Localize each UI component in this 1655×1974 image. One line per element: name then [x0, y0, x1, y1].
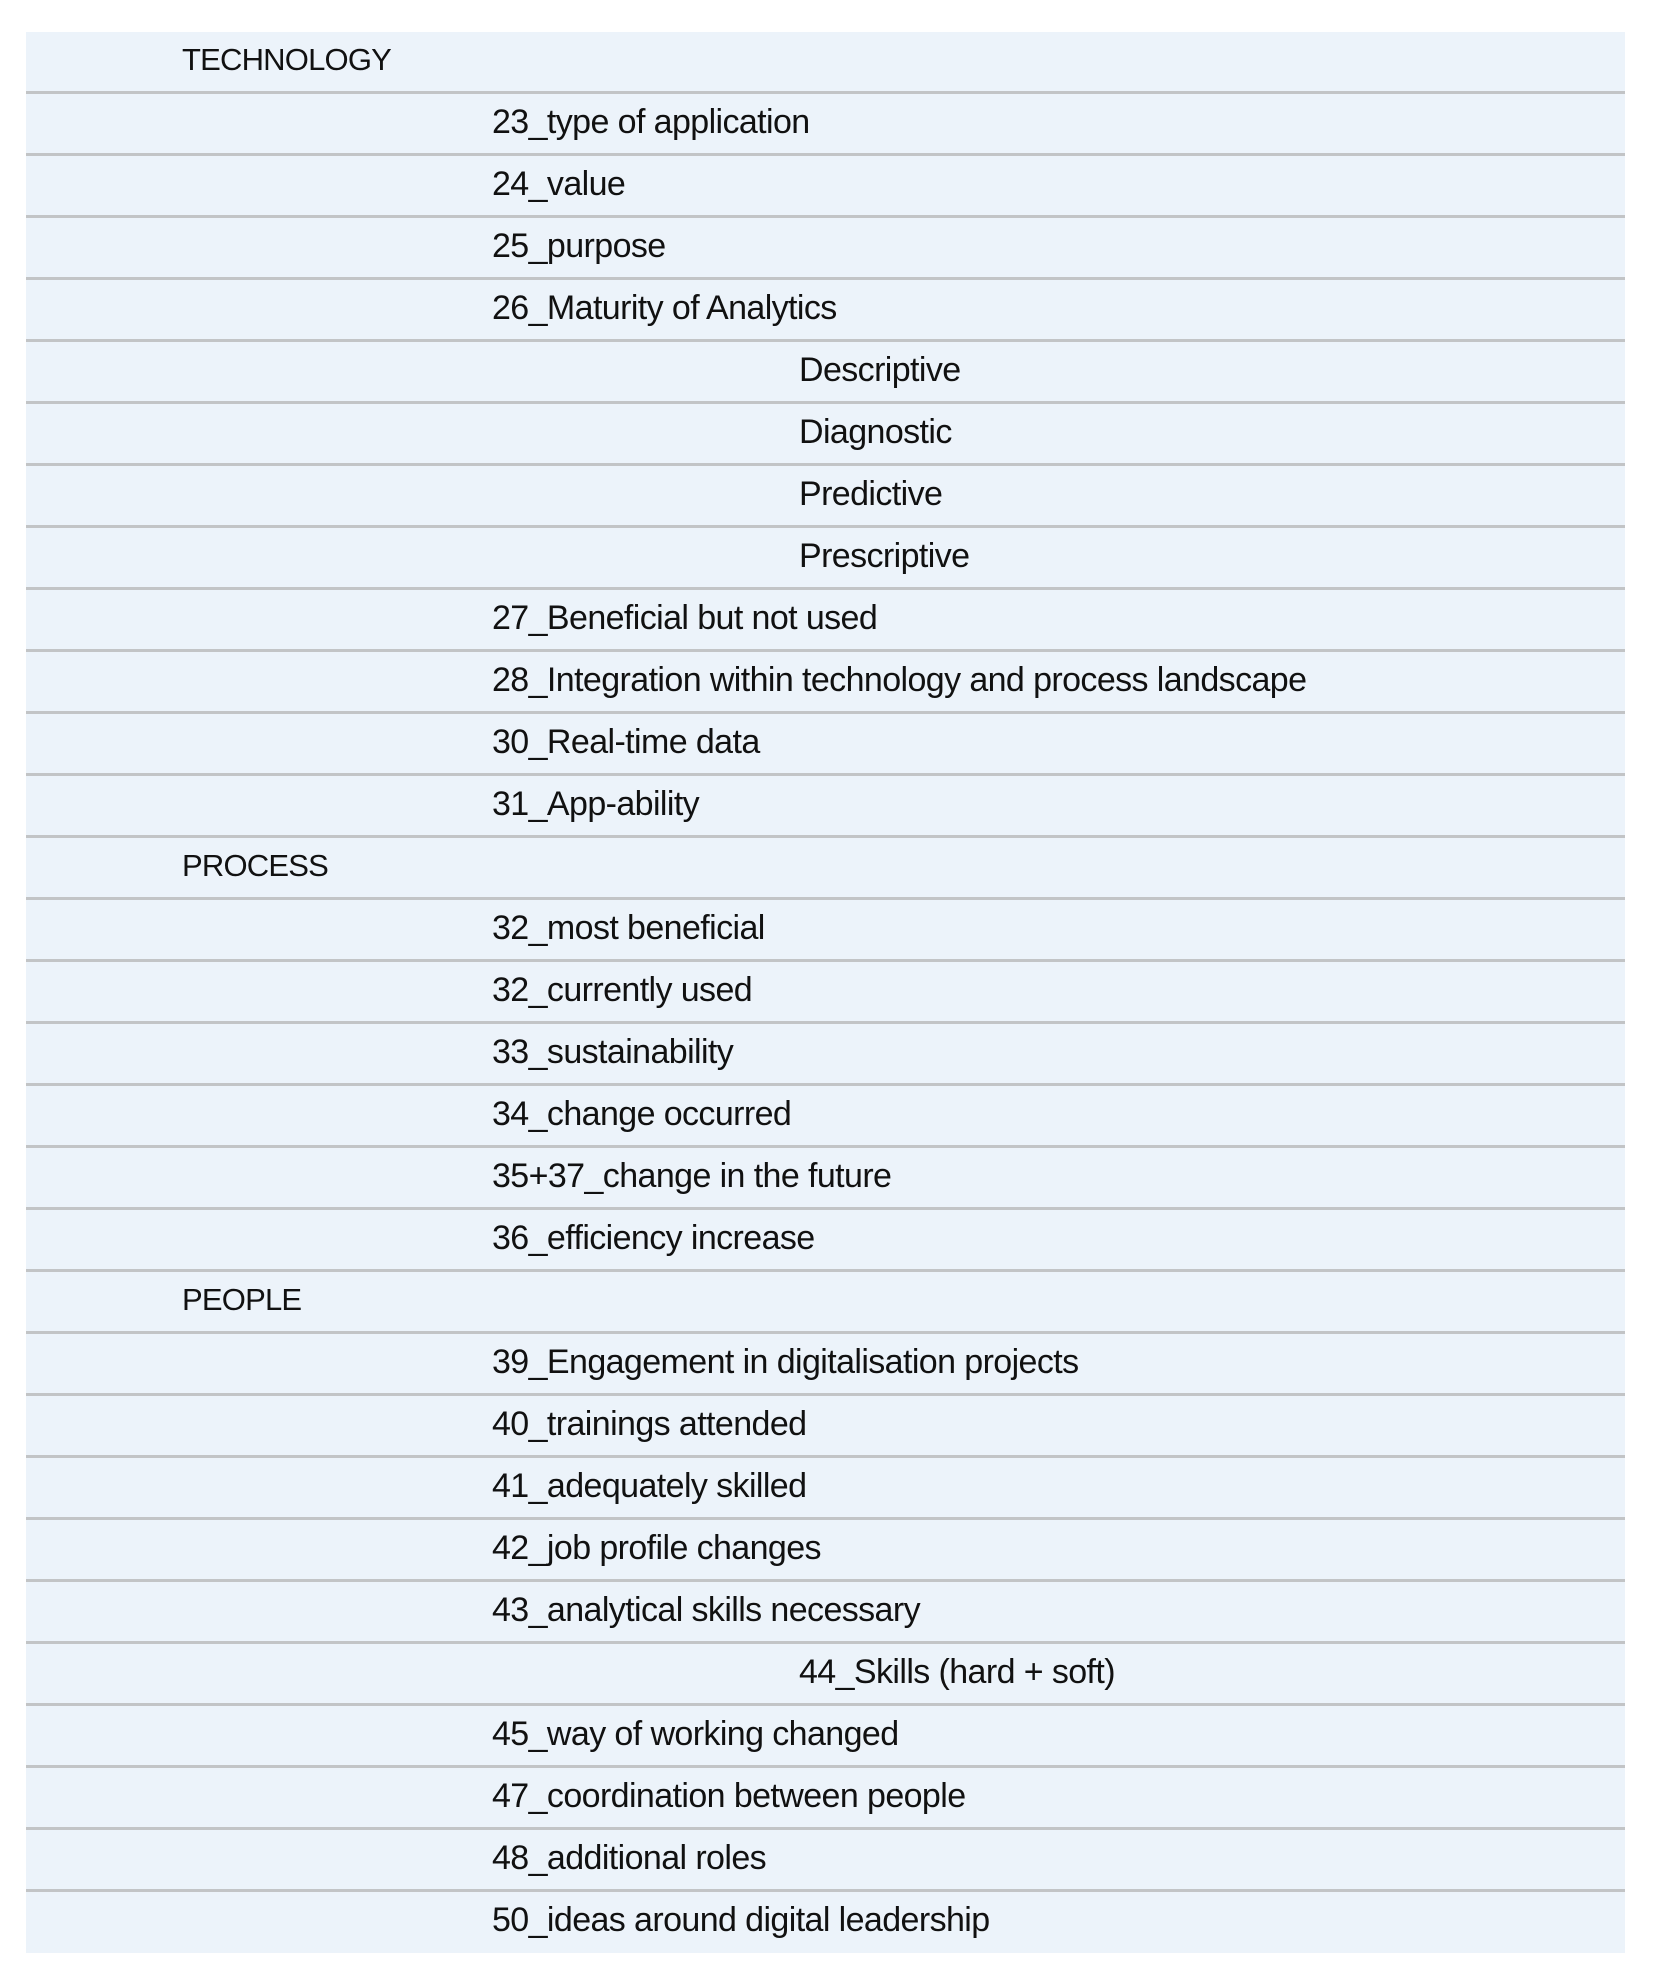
- code-label: 27_Beneficial but not used: [492, 599, 878, 637]
- category-label: PEOPLE: [182, 1282, 302, 1317]
- category-row-people: [26, 1272, 1625, 1334]
- table-row: [26, 590, 1625, 652]
- table-row: [26, 1582, 1625, 1644]
- code-label: 30_Real-time data: [492, 723, 760, 761]
- subcode-label: Diagnostic: [799, 413, 952, 451]
- table-row: [26, 1520, 1625, 1582]
- table-row: [26, 342, 1625, 404]
- table-row: [26, 404, 1625, 466]
- code-label: 23_type of application: [492, 103, 810, 141]
- table-row: [26, 714, 1625, 776]
- code-label: 47_coordination between people: [492, 1777, 966, 1815]
- code-label: 34_change occurred: [492, 1095, 792, 1133]
- code-label: 48_additional roles: [492, 1839, 767, 1877]
- subcode-label: Descriptive: [799, 351, 961, 389]
- table-row: [26, 962, 1625, 1024]
- table-row: [26, 1768, 1625, 1830]
- code-label: 41_adequately skilled: [492, 1467, 807, 1505]
- table-row: [26, 1706, 1625, 1768]
- code-label: 40_trainings attended: [492, 1405, 807, 1443]
- code-label: 24_value: [492, 165, 626, 203]
- table-row: [26, 1892, 1625, 1953]
- coding-scheme-table: [26, 32, 1625, 1953]
- table-row: [26, 1210, 1625, 1272]
- table-row: [26, 1148, 1625, 1210]
- code-label: 25_purpose: [492, 227, 666, 265]
- table-row: [26, 528, 1625, 590]
- table-row: [26, 94, 1625, 156]
- table-row: [26, 652, 1625, 714]
- code-label: 36_efficiency increase: [492, 1219, 815, 1257]
- table-row: [26, 218, 1625, 280]
- subcode-label: Prescriptive: [799, 537, 970, 575]
- table-row: [26, 1830, 1625, 1892]
- table-row: [26, 1458, 1625, 1520]
- table-row: [26, 466, 1625, 528]
- code-label: 42_job profile changes: [492, 1529, 821, 1567]
- table-row: [26, 1024, 1625, 1086]
- subcode-label: 44_Skills (hard + soft): [799, 1653, 1115, 1691]
- table-row: [26, 776, 1625, 838]
- code-label: 45_way of working changed: [492, 1715, 899, 1753]
- code-label: 32_currently used: [492, 971, 753, 1009]
- category-row-technology: [26, 32, 1625, 94]
- category-label: PROCESS: [182, 848, 328, 883]
- code-label: 43_analytical skills necessary: [492, 1591, 920, 1629]
- table-row: [26, 1644, 1625, 1706]
- subcode-label: Predictive: [799, 475, 943, 513]
- table-row: [26, 156, 1625, 218]
- table-row: [26, 1086, 1625, 1148]
- table-row: [26, 280, 1625, 342]
- code-label: 39_Engagement in digitalisation projects: [492, 1343, 1079, 1381]
- category-label: TECHNOLOGY: [182, 42, 392, 77]
- code-label: 32_most beneficial: [492, 909, 765, 947]
- code-label: 26_Maturity of Analytics: [492, 289, 837, 327]
- code-label: 35+37_change in the future: [492, 1157, 892, 1195]
- table-row: [26, 1396, 1625, 1458]
- code-label: 31_App-ability: [492, 785, 700, 823]
- code-label: 50_ideas around digital leadership: [492, 1901, 990, 1939]
- category-row-process: [26, 838, 1625, 900]
- table-row: [26, 1334, 1625, 1396]
- table-row: [26, 900, 1625, 962]
- code-label: 33_sustainability: [492, 1033, 734, 1071]
- code-label: 28_Integration within technology and process landscape: [492, 661, 1307, 699]
